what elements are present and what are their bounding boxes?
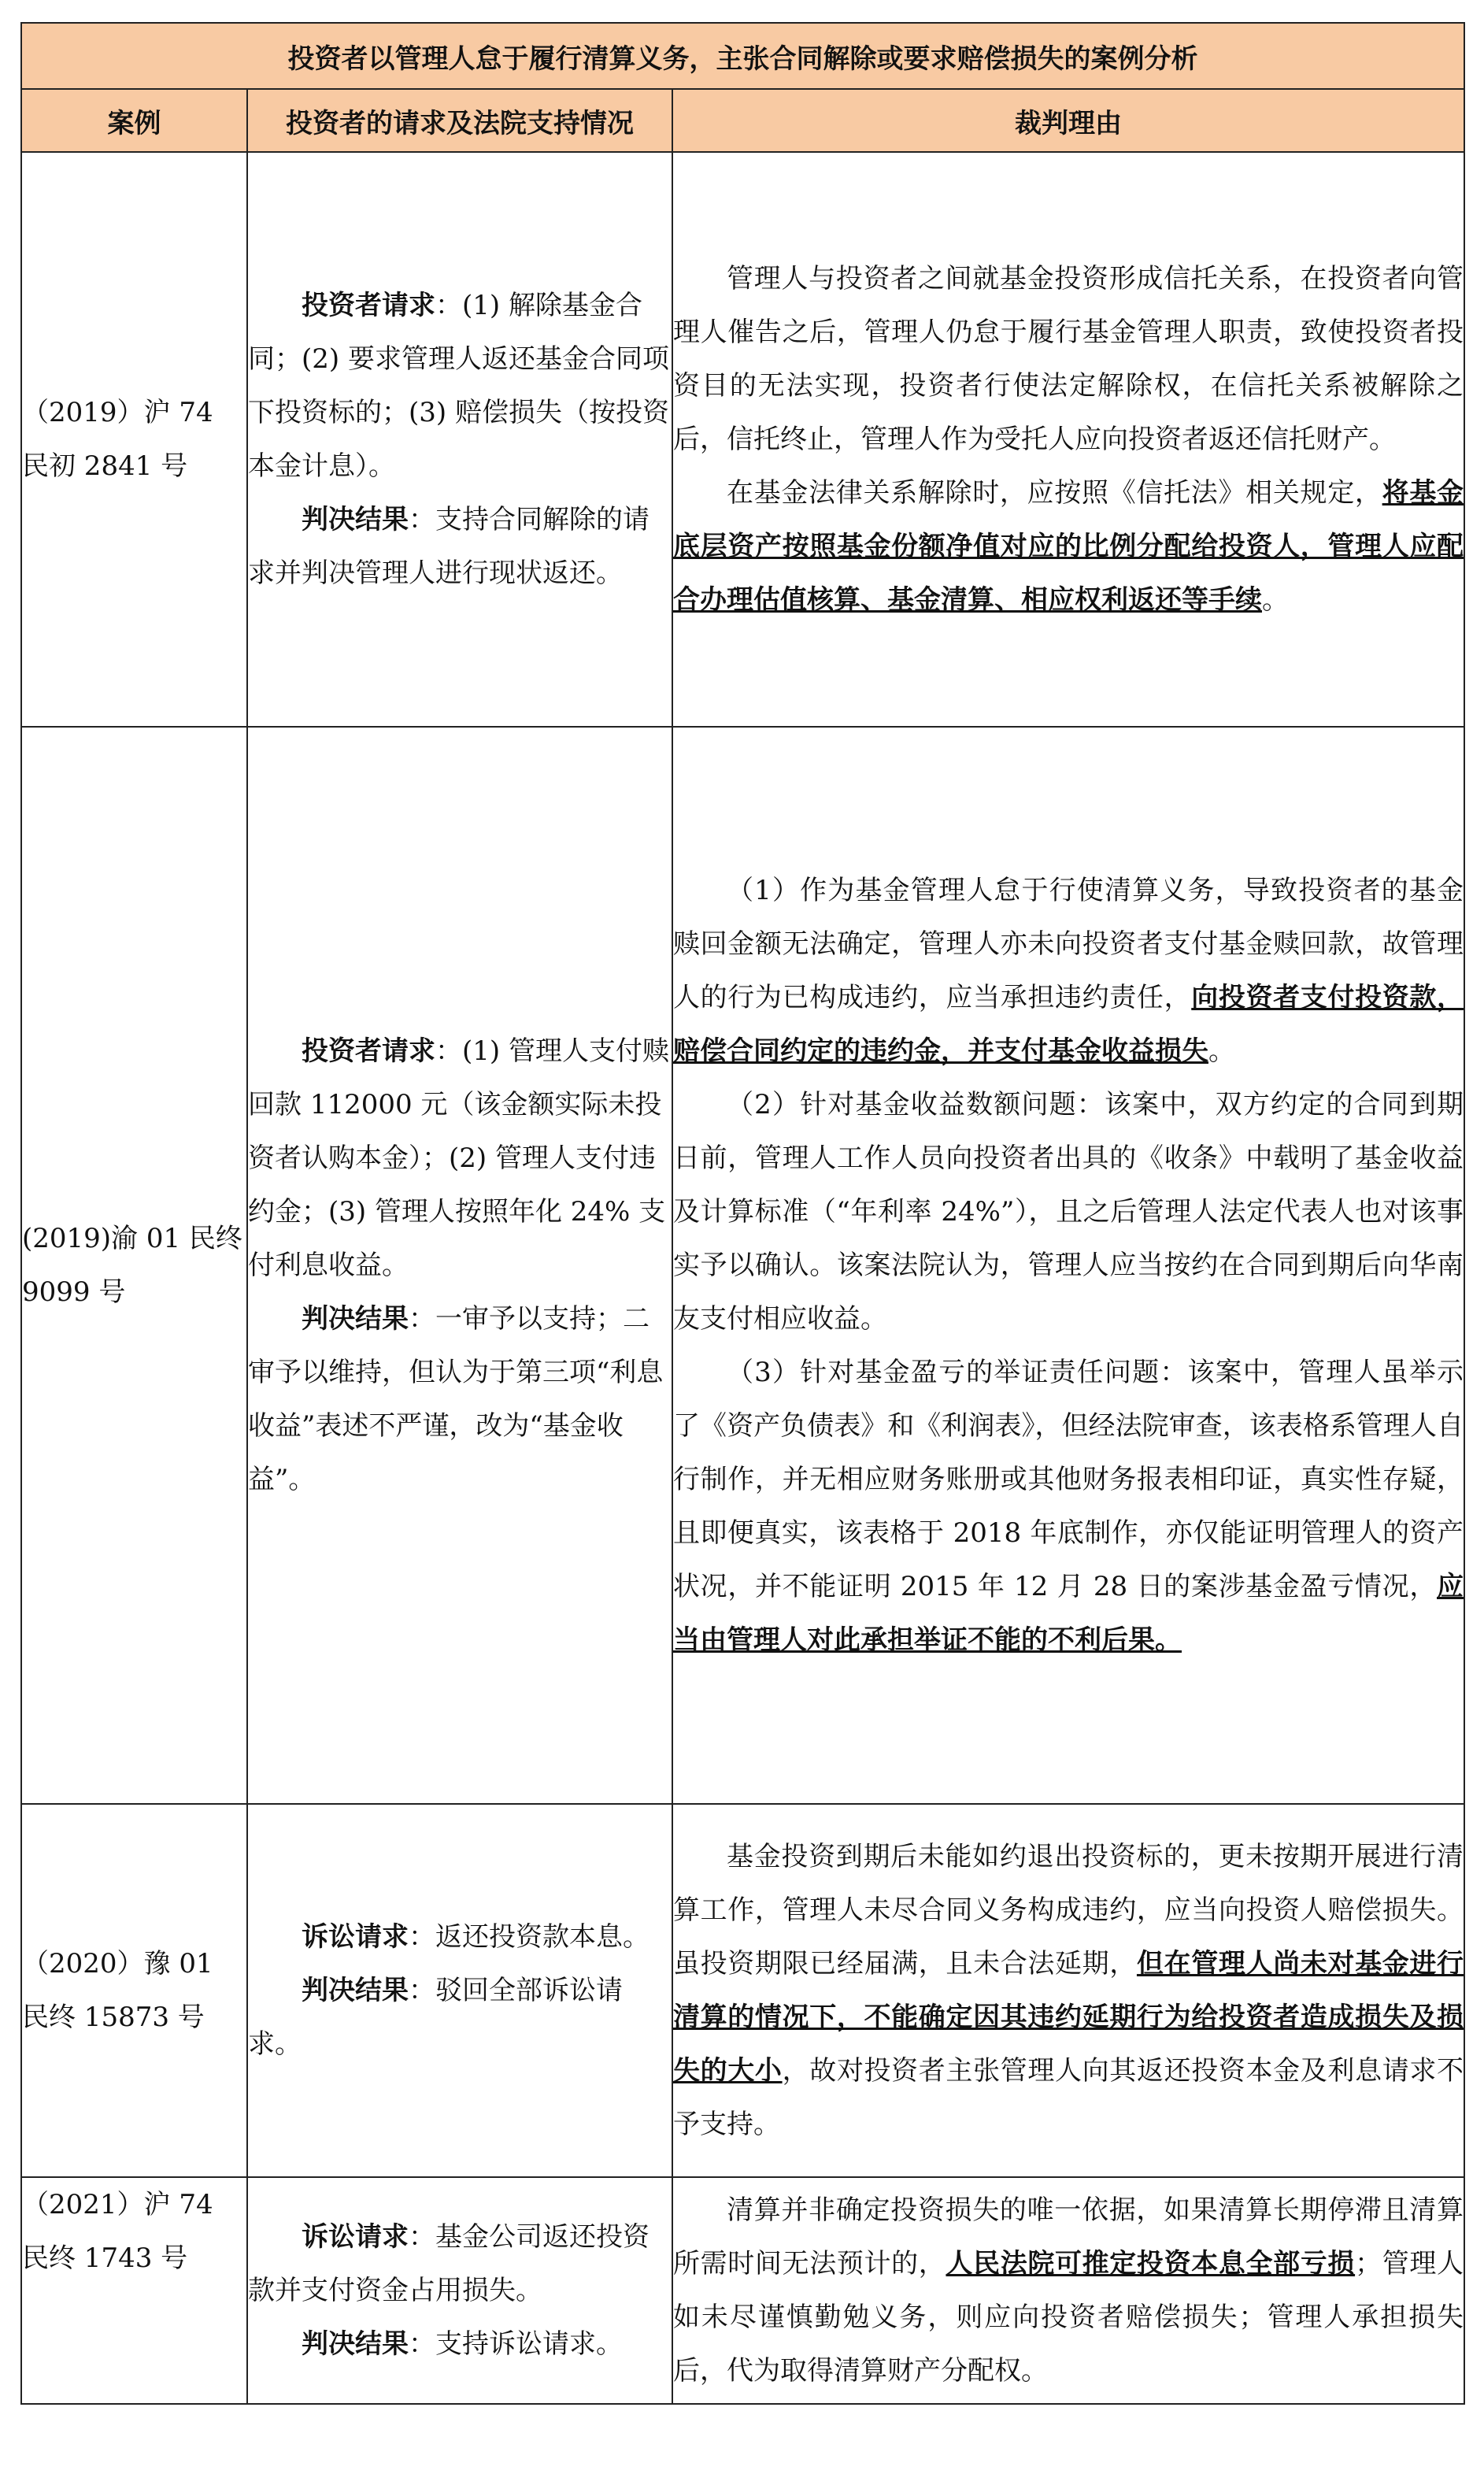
reason-text: （2）针对基金收益数额问题：该案中，双方约定的合同到期日前，管理人工作人员向投资者出具的《收条》中载明了基金收益及计算标准（“年利率 24%”），且之后管理人法定代表人也对该事实予以确认。该案法院认为，管理人应当按约在合同到期后向华南友支付相应收益。 <box>673 1089 1464 1335</box>
judgment-result <box>248 1964 672 2071</box>
reason-text: （1）作为基金管理人怠于行使清算义务，导致投资者的基金赎回金额无法确定，管理人亦未向投资者支付基金赎回款，故管理人的行为已构成违约，应当承担违约责任， <box>673 875 1464 1013</box>
case-number: （2021）沪 74 民终 1743 号 <box>21 2177 247 2404</box>
request-label: 诉讼请求 <box>302 2221 409 2253</box>
investor-request <box>248 1910 672 1964</box>
case-analysis-table <box>20 22 1465 2405</box>
case-number: (2019)渝 01 民终 9099 号 <box>21 727 247 1804</box>
result-label: 判决结果 <box>302 2328 409 2360</box>
investor-request <box>248 279 672 493</box>
table-row <box>21 1804 1464 2177</box>
investor-request <box>248 1024 672 1292</box>
reason-text-end: ；管理人如未尽谨慎勤勉义务，则应向投资者赔偿损失；管理人承担损失后，代为取得清算财产分配权。 <box>673 2248 1464 2387</box>
reason-text: 管理人与投资者之间就基金投资形成信托关系，在投资者向管理人催告之后，管理人仍怠于履行基金管理人职责，致使投资者投资目的无法实现，投资者行使法定解除权，在信托关系被解除之后，信托终止，管理人作为受托人应向投资者返还信托财产。 <box>673 263 1464 455</box>
reason-text: 清算并非确定投资损失的唯一依据，如果清算长期停滞且清算所需时间无法预计的， <box>673 2194 1464 2279</box>
reason-text: 在基金法律关系解除时，应按照《信托法》相关规定， <box>727 477 1382 509</box>
reason-emphasis: 但在管理人尚未对基金进行清算的情况下，不能确定因其违约延期行为给投资者造成损失及损失的大小 <box>673 1948 1464 2087</box>
result-text: ：一审予以支持；二审予以维持，但认为于第三项“利息收益”表述不严谨，改为“基金收益”。 <box>248 1303 664 1495</box>
reason-paragraph <box>673 466 1464 627</box>
judgment-result <box>248 493 672 600</box>
reason-emphasis: 向投资者支付投资款，赔偿合同约定的违约金，并支付基金收益损失 <box>673 982 1464 1067</box>
investor-request <box>248 2210 672 2317</box>
request-text: ：基金公司返还投资款并支付资金占用损失。 <box>248 2221 649 2306</box>
reason-paragraph <box>673 864 1464 1078</box>
table-row <box>21 2177 1464 2404</box>
case-number: （2019）沪 74 民初 2841 号 <box>21 152 247 727</box>
request-label: 诉讼请求 <box>302 1921 409 1953</box>
reason-text-end: ，故对投资者主张管理人向其返还投资本金及利息请求不予支持。 <box>673 2055 1464 2140</box>
table-row <box>21 152 1464 727</box>
result-text: ：支持合同解除的请求并判决管理人进行现状返还。 <box>248 504 649 589</box>
reason-emphasis: 人民法院可推定投资本息全部亏损 <box>946 2248 1356 2279</box>
reason-cell <box>672 2177 1464 2404</box>
reason-cell <box>672 727 1464 1804</box>
request-text: ：(1) 管理人支付赎回款 112000 元（该金额实际未投资者认购本金）；(2) 管理人支付违约金；(3) 管理人按照年化 24% 支付利息收益。 <box>248 1035 669 1281</box>
header-reason: 裁判理由 <box>672 89 1464 152</box>
reason-cell <box>672 1804 1464 2177</box>
request-cell <box>247 2177 672 2404</box>
reason-cell <box>672 152 1464 727</box>
result-text: ：支持诉讼请求。 <box>409 2328 623 2360</box>
case-number: （2020）豫 01 民终 15873 号 <box>21 1804 247 2177</box>
judgment-result <box>248 1292 672 1506</box>
reason-paragraph <box>673 1346 1464 1667</box>
reason-text: （3）针对基金盈亏的举证责任问题：该案中，管理人虽举示了《资产负债表》和《利润表》，但经法院审查，该表格系管理人自行制作，并无相应财务账册或其他财务报表相印证，真实性存疑，且即便真实，该表格于 2018 年底制作，亦仅能证明管理人的资产状况，并不能证明 2015 年 12 月 28 日的案涉基金盈亏情况， <box>673 1357 1464 1602</box>
request-cell <box>247 152 672 727</box>
reason-emphasis: 应当由管理人对此承担举证不能的不利后果。 <box>673 1571 1464 1656</box>
header-request: 投资者的请求及法院支持情况 <box>247 89 672 152</box>
request-label: 投资者请求 <box>302 290 435 321</box>
request-label: 投资者请求 <box>302 1035 435 1067</box>
request-text: ：(1) 解除基金合同；(2) 要求管理人返还基金合同项下投资标的；(3) 赔偿损失（按投资本金计息）。 <box>248 290 669 482</box>
result-label: 判决结果 <box>302 504 409 535</box>
request-cell <box>247 1804 672 2177</box>
judgment-result <box>248 2317 672 2371</box>
table-title: 投资者以管理人怠于履行清算义务，主张合同解除或要求赔偿损失的案例分析 <box>21 23 1464 89</box>
reason-text: 基金投资到期后未能如约退出投资标的，更未按期开展进行清算工作，管理人未尽合同义务构成违约，应当向投资人赔偿损失。虽投资期限已经届满，且未合法延期， <box>673 1841 1464 1979</box>
table-header-row <box>21 89 1464 152</box>
result-label: 判决结果 <box>302 1975 409 2006</box>
request-text: ：返还投资款本息。 <box>409 1921 649 1953</box>
reason-emphasis: 将基金底层资产按照基金份额净值对应的比例分配给投资人，管理人应配合办理估值核算、基金清算、相应权利返还等手续 <box>673 477 1464 616</box>
reason-paragraph <box>673 1078 1464 1346</box>
result-text: ：驳回全部诉讼请求。 <box>248 1975 623 2060</box>
request-cell <box>247 727 672 1804</box>
reason-text-end: 。 <box>1262 584 1289 616</box>
table-row <box>21 727 1464 1804</box>
reason-paragraph <box>673 1830 1464 2151</box>
reason-paragraph <box>673 252 1464 466</box>
table-title-row <box>21 23 1464 89</box>
result-label: 判决结果 <box>302 1303 409 1335</box>
header-case: 案例 <box>21 89 247 152</box>
reason-text-end: 。 <box>1208 1035 1235 1067</box>
reason-paragraph <box>673 2183 1464 2398</box>
